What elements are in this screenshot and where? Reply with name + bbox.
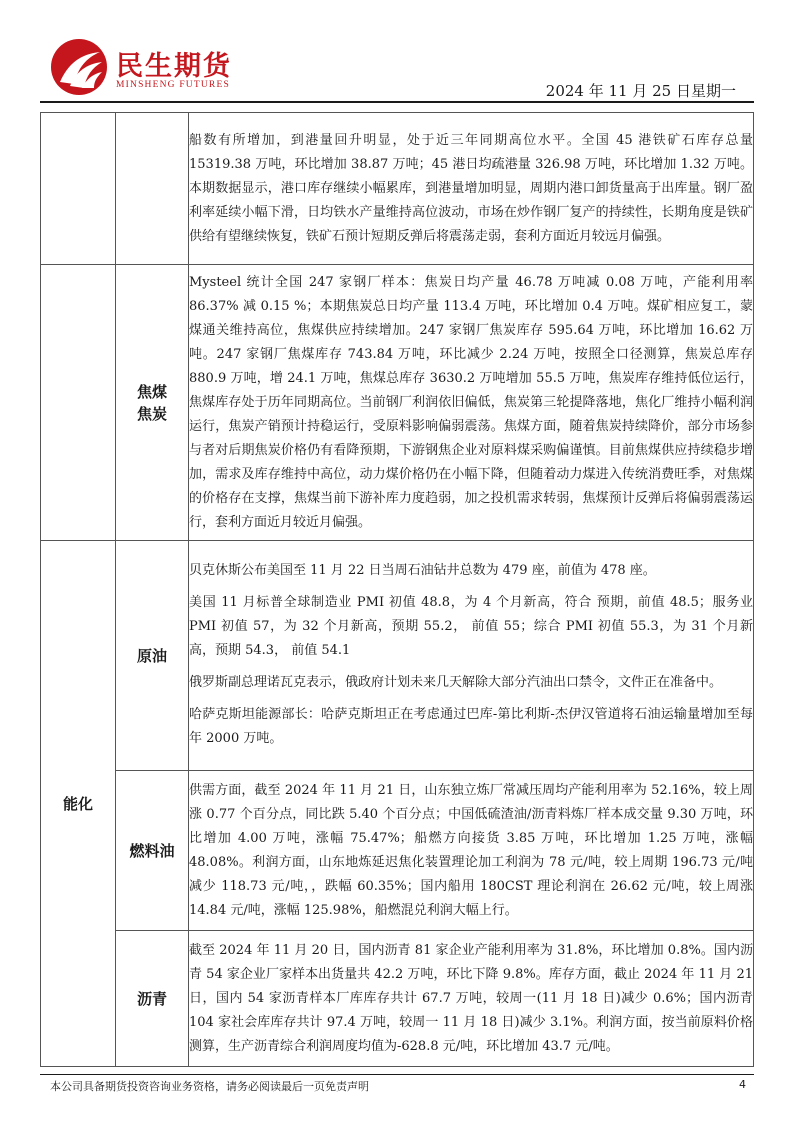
- asphalt-text: [189, 931, 754, 1067]
- paragraph: 供需方面，截至 2024 年 11 月 21 日，山东独立炼厂常减压周均产能利用率为 52.16%，较上周涨 0.77 个百分点，同比跌 5.40 个百分点；中国低硫渣油/沥青料炼厂样本成交量 9.30 万吨，环比增加 4.00 万吨，涨幅 75.47%；船燃方向接货 3.85 万吨，环比增加 1.25 万吨，涨幅 48.08%。利润方面，山东地炼延迟焦化装置理论加工利润为 78 元/吨，较上周期 196.73 元/吨减少 118.73 元/吨，，跌幅 60.35%；国内船用 180CST 理论利润在 26.62 元/吨，较上周涨 14.84 元/吨，涨幅 125.98%，船燃混兑利润大幅上行。: [189, 782, 753, 918]
- subcategory-label: 燃料油: [129, 841, 175, 860]
- subcategory-label: 焦煤: [136, 382, 167, 401]
- category-cell-empty: [41, 113, 116, 265]
- iron-ore-text: [189, 113, 754, 265]
- brand-name-en: MINSHENG FUTURES: [116, 80, 230, 90]
- fuel-oil-text: [189, 771, 754, 931]
- footer-disclaimer: 本公司具备期货投资咨询业务资格，请务必阅读最后一页免责声明: [50, 1080, 369, 1093]
- subcategory-label: 焦炭: [136, 404, 167, 423]
- table-row-crude: [41, 541, 754, 771]
- page-number: 4: [739, 1078, 746, 1091]
- minsheng-logo-icon: [50, 38, 108, 96]
- paragraph: 截至 2024 年 11 月 20 日，国内沥青 81 家企业产能利用率为 31.8%，环比增加 0.8%。国内沥青 54 家企业厂家样本出货量共 42.2 万吨，环比下降 9.8%。库存方面，截止 2024 年 11 月 21 日，国内 54 家沥青样本厂库库存共计 67.7 万吨，较周一(11 月 18 日)减少 0.6%；国内沥青 104 家社会库库存共计 97.4 万吨，较周一 11 月 18 日)减少 3.1%。利润方面，按当前原料价格测算，生产沥青综合利润周度均值为-628.8 元/吨，环比增加 43.7 元/吨。: [189, 942, 753, 1054]
- subcategory-label: 原油: [136, 646, 167, 665]
- crude-text: [189, 541, 754, 771]
- paragraph: 船数有所增加，到港量回升明显，处于近三年同期高位水平。全国 45 港铁矿石库存总量 15319.38 万吨，环比增加 38.87 万吨；45 港日均疏港量 326.98 万吨，环比增加 1.32 万吨。本期数据显示，港口库存继续小幅累库，到港量增加明显，周期内港口卸货量高于出库量。钢厂盈利率延续小幅下滑，日均铁水产量维持高位波动，市场在炒作钢厂复产的持续性，长期角度是铁矿供给有望继续恢复，铁矿石预计短期反弹后将震荡走弱，套利方面近月较远月偏强。: [189, 132, 753, 244]
- table-row-asphalt: [41, 931, 754, 1067]
- subcategory-cell-empty: [116, 113, 189, 265]
- footer-divider: [40, 1074, 754, 1075]
- category-label: 能化: [62, 795, 93, 813]
- coal-text: [189, 265, 754, 541]
- category-energy: [41, 541, 116, 1067]
- table-row-fuel-oil: [41, 771, 754, 931]
- paragraph: 贝克休斯公布美国至 11 月 22 日当周石油钻井总数为 479 座，前值为 478 座。: [189, 562, 656, 578]
- table-row-iron-ore: [41, 113, 754, 265]
- paragraph: Mysteel 统计全国 247 家钢厂样本：焦炭日均产量 46.78 万吨减 0.08 万吨，产能利用率 86.37% 减 0.15 %；本期焦炭总日均产量 113.4 万吨，环比增加 0.4 万吨。煤矿相应复工，蒙煤通关维持高位，焦煤供应持续增加。247 家钢厂焦炭库存 595.64 万吨，环比增加 16.62 万吨。247 家钢厂焦煤库存 743.84 万吨，环比减少 2.24 万吨，按照全口径测算，焦炭总库存 880.9 万吨，增 24.1 万吨，焦煤总库存 3630.2 万吨增加 55.5 万吨，焦炭库存维持低位运行，焦煤库存处于历年同期高位。当前钢厂利润依旧偏低，焦炭第三轮提降落地，焦化厂维持小幅利润运行，焦炭产销预计持稳运行，受原料影响偏弱震荡。焦煤方面，随着焦炭持续降价，部分市场参与者对后期焦炭价格仍有看降预期，下游钢焦企业对原料煤采购偏谨慎。目前焦煤供应持续稳步增加，需求及库存维持中高位，动力煤价格仍在小幅下降，但随着动力煤进入传统消费旺季，对焦煤的价格存在支撑，焦煤当前下游补库力度趋弱，加之投机需求转弱，焦煤预计反弹后将偏弱震荡运行，套利方面近月较近月偏强。: [189, 274, 753, 530]
- subcategory-asphalt: [116, 931, 189, 1067]
- category-cell-empty: [41, 265, 116, 541]
- subcategory-label: 沥青: [136, 989, 167, 1008]
- subcategory-fuel-oil: [116, 771, 189, 931]
- commodity-table: [40, 112, 754, 1067]
- subcategory-coal: [116, 265, 189, 541]
- report-date: 2024 年 11 月 25 日星期一: [545, 82, 736, 100]
- paragraph: 哈萨克斯坦能源部长：哈萨克斯坦正在考虑通过巴库-第比利斯-杰伊汉管道将石油运输量增加至每年 2000 万吨。: [189, 706, 753, 746]
- subcategory-crude: [116, 541, 189, 771]
- header-divider: [40, 101, 754, 103]
- brand-name-cn: 民生期货: [116, 51, 232, 82]
- paragraph: 俄罗斯副总理诺瓦克表示，俄政府计划未来几天解除大部分汽油出口禁令，文件正在准备中。: [189, 674, 723, 690]
- table-row-coal: [41, 265, 754, 541]
- page-header: [0, 0, 794, 110]
- paragraph: 美国 11 月标普全球制造业 PMI 初值 48.8，为 4 个月新高，符合 预期，前值 48.5；服务业 PMI 初值 57，为 32 个月新高，预期 55.2， 前值 55；综合 PMI 初值 55.3，为 31 个月新高，预期 54.3， 前值 54.1: [189, 594, 753, 658]
